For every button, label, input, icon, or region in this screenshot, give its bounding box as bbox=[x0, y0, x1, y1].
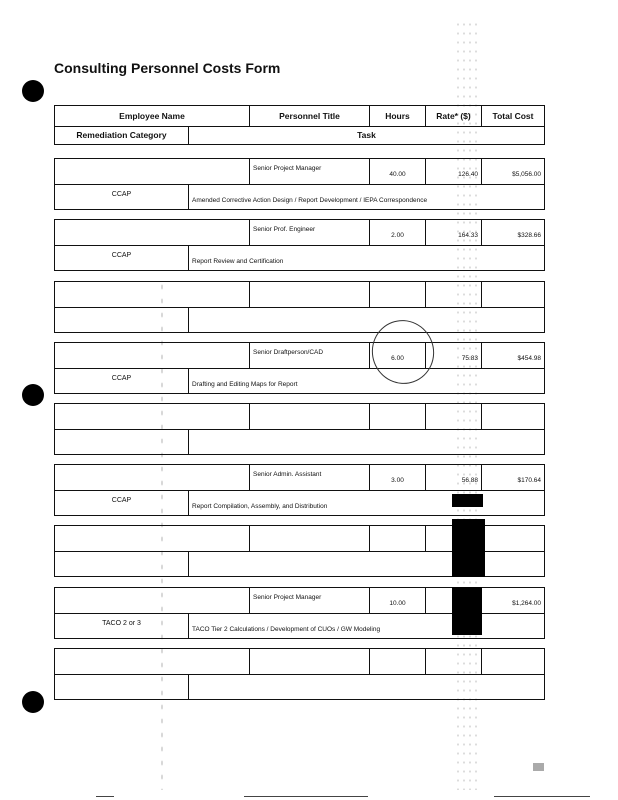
rate-cell: 56.88 bbox=[425, 465, 481, 490]
hours-cell: 40.00 bbox=[369, 159, 425, 184]
rate-cell bbox=[425, 404, 481, 429]
punch-hole-top bbox=[22, 80, 44, 102]
total-cost-header: Total Cost bbox=[481, 106, 544, 126]
entry-block-4 bbox=[54, 342, 545, 394]
category-cell bbox=[55, 674, 188, 699]
personnel-title-cell: Senior Prof. Engineer bbox=[249, 220, 369, 245]
entry-block-1 bbox=[54, 158, 545, 210]
hours-cell bbox=[369, 282, 425, 307]
rate-cell: 75.83 bbox=[425, 343, 481, 368]
total-cost-cell: $5,056.00 bbox=[481, 159, 544, 184]
rate-cell: 126.40 bbox=[425, 159, 481, 184]
employee-name-cell bbox=[55, 465, 249, 490]
task-cell bbox=[188, 429, 544, 454]
rate-cell: 164.33 bbox=[425, 220, 481, 245]
punch-hole-bottom bbox=[22, 691, 44, 713]
hours-cell: 2.00 bbox=[369, 220, 425, 245]
entry-task-row bbox=[55, 307, 544, 332]
entry-task-row bbox=[55, 368, 544, 393]
entry-task-row bbox=[55, 184, 544, 209]
hours-cell: 3.00 bbox=[369, 465, 425, 490]
redaction-bar-3 bbox=[452, 587, 482, 635]
personnel-title-cell bbox=[249, 526, 369, 551]
rate-header: Rate* ($) bbox=[425, 106, 481, 126]
total-cost-cell: $454.98 bbox=[481, 343, 544, 368]
footer-line-left bbox=[96, 796, 114, 797]
total-cost-cell bbox=[481, 526, 544, 551]
employee-name-cell bbox=[55, 343, 249, 368]
entry-block-3 bbox=[54, 281, 545, 333]
employee-name-cell bbox=[55, 159, 249, 184]
entry-row bbox=[55, 649, 544, 675]
total-cost-cell: $170.64 bbox=[481, 465, 544, 490]
task-cell: TACO Tier 2 Calculations / Development of CUOs / GW Modeling bbox=[188, 613, 544, 638]
form-title: Consulting Personnel Costs Form bbox=[54, 60, 281, 76]
hours-cell bbox=[369, 404, 425, 429]
entry-block-9 bbox=[54, 648, 545, 700]
entry-block-5 bbox=[54, 403, 545, 455]
entry-block-6 bbox=[54, 464, 545, 516]
category-cell bbox=[55, 429, 188, 454]
entry-row bbox=[55, 465, 544, 491]
employee-name-cell bbox=[55, 220, 249, 245]
employee-name-cell bbox=[55, 526, 249, 551]
employee-name-cell bbox=[55, 588, 249, 613]
category-cell: TACO 2 or 3 bbox=[102, 620, 141, 627]
employee-name-cell bbox=[55, 649, 249, 674]
remediation-category-header: Remediation Category bbox=[76, 130, 167, 140]
entry-row bbox=[55, 343, 544, 369]
total-cost-cell bbox=[481, 282, 544, 307]
hours-cell: 6.00 bbox=[369, 343, 425, 368]
header-row-2 bbox=[55, 126, 544, 144]
task-header: Task bbox=[188, 126, 544, 144]
entry-row bbox=[55, 159, 544, 185]
category-cell: CCAP bbox=[111, 497, 132, 504]
personnel-title-cell bbox=[249, 649, 369, 674]
page-stamp bbox=[533, 763, 544, 771]
task-cell: Report Compilation, Assembly, and Distribution bbox=[188, 490, 544, 515]
punch-hole-middle bbox=[22, 384, 44, 406]
rate-cell bbox=[425, 282, 481, 307]
employee-name-cell bbox=[55, 404, 249, 429]
category-cell bbox=[55, 551, 188, 576]
header-row bbox=[55, 106, 544, 127]
task-cell bbox=[188, 307, 544, 332]
redaction-bar-1 bbox=[452, 494, 483, 507]
entry-row bbox=[55, 282, 544, 308]
category-cell bbox=[55, 307, 188, 332]
personnel-title-cell: Senior Admin. Assistant bbox=[249, 465, 369, 490]
hours-cell: 10.00 bbox=[369, 588, 425, 613]
employee-name-cell bbox=[55, 282, 249, 307]
category-cell: CCAP bbox=[111, 252, 132, 259]
category-cell: CCAP bbox=[111, 375, 132, 382]
entry-task-row bbox=[55, 245, 544, 270]
task-cell: Drafting and Editing Maps for Report bbox=[188, 368, 544, 393]
entry-row bbox=[55, 404, 544, 430]
task-cell bbox=[188, 674, 544, 699]
total-cost-cell: $1,264.00 bbox=[481, 588, 544, 613]
footer-line-right bbox=[494, 796, 590, 797]
redaction-bar-2 bbox=[452, 519, 485, 577]
rate-cell bbox=[425, 649, 481, 674]
header-table bbox=[54, 105, 545, 145]
personnel-title-cell bbox=[249, 282, 369, 307]
personnel-title-cell: Senior Project Manager bbox=[249, 159, 369, 184]
entry-block-2 bbox=[54, 219, 545, 271]
entry-row bbox=[55, 220, 544, 246]
task-cell bbox=[188, 551, 544, 576]
total-cost-cell: $328.66 bbox=[481, 220, 544, 245]
hours-cell bbox=[369, 649, 425, 674]
category-cell: CCAP bbox=[111, 191, 132, 198]
task-cell: Report Review and Certification bbox=[188, 245, 544, 270]
entry-task-row bbox=[55, 674, 544, 699]
entry-task-row bbox=[55, 429, 544, 454]
hours-cell bbox=[369, 526, 425, 551]
total-cost-cell bbox=[481, 649, 544, 674]
employee-name-header: Employee Name bbox=[119, 111, 185, 121]
personnel-title-header: Personnel Title bbox=[249, 106, 369, 126]
task-cell: Amended Corrective Action Design / Report Development / IEPA Correspondence bbox=[188, 184, 544, 209]
hours-header: Hours bbox=[369, 106, 425, 126]
personnel-title-cell: Senior Project Manager bbox=[249, 588, 369, 613]
total-cost-cell bbox=[481, 404, 544, 429]
personnel-title-cell bbox=[249, 404, 369, 429]
personnel-title-cell: Senior Draftperson/CAD bbox=[249, 343, 369, 368]
footer-line-middle bbox=[244, 796, 368, 797]
